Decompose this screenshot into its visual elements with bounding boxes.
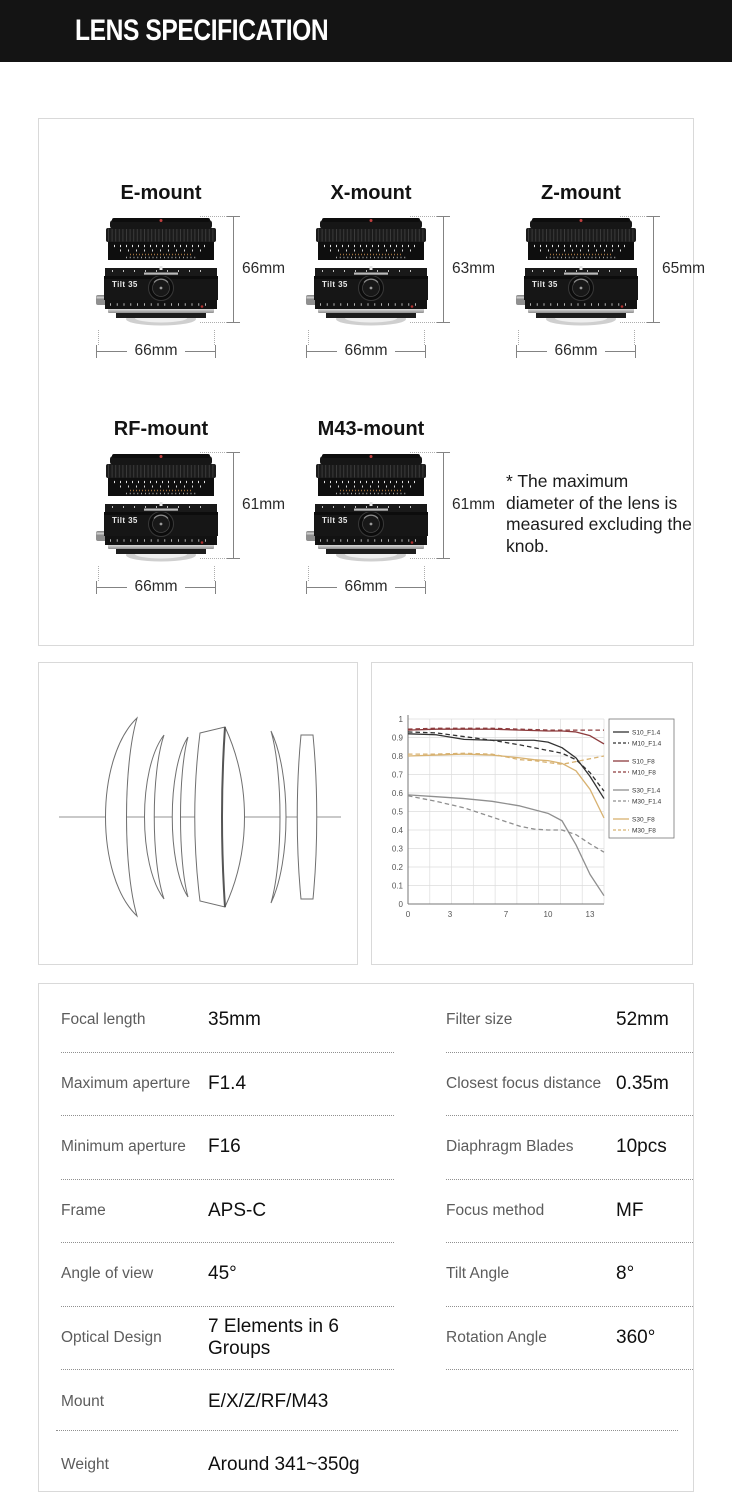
spec-row-diaphragm-blades [446,1116,693,1180]
height-dimension-line [443,452,444,558]
svg-text:0.8: 0.8 [391,751,403,761]
lens-tilt-marking: Tilt 35 [532,280,558,289]
spec-label: Tilt Angle [446,1265,510,1283]
svg-text:0: 0 [398,899,403,909]
lens-tilt-marking: Tilt 35 [322,280,348,289]
width-dimension-label: 66mm [134,578,178,595]
spec-row-focal-length [61,989,394,1053]
spec-value: 45° [208,1263,237,1285]
spec-label: Mount [61,1392,105,1410]
svg-text:M10_F8: M10_F8 [632,769,656,777]
height-dimension-label: 61mm [452,496,496,513]
svg-text:0.3: 0.3 [391,844,403,854]
width-dimension-label: 66mm [344,342,388,359]
height-dimension-line [443,216,444,322]
svg-text:7: 7 [503,910,509,919]
dim-cap [647,322,660,323]
svg-text:M30_F1.4: M30_F1.4 [632,798,662,806]
mount-title: Z-mount [541,182,621,204]
width-dimension-line [516,342,636,360]
dim-cap [437,452,450,453]
svg-text:S30_F1.4: S30_F1.4 [632,787,661,795]
mounts-section [38,118,706,646]
dim-cap [437,322,450,323]
specs-section [38,983,694,1492]
optical-diagram [39,663,357,964]
width-dimension-line [306,342,426,360]
page-header [0,0,732,62]
svg-text:M30_F8: M30_F8 [632,827,656,835]
svg-text:M10_F1.4: M10_F1.4 [632,740,662,748]
spec-row-maximum-aperture [61,1053,394,1117]
svg-text:0: 0 [405,910,411,919]
spec-label: Angle of view [61,1265,154,1283]
width-dimension-label: 66mm [554,342,598,359]
spec-value: F16 [208,1136,241,1158]
svg-text:0.4: 0.4 [391,825,403,835]
dim-cap [437,558,450,559]
svg-text:13: 13 [585,910,595,919]
dim-cap [227,216,240,217]
spec-label: Frame [61,1201,106,1219]
height-dimension-line [233,216,234,322]
svg-text:1: 1 [398,714,403,724]
dim-cap [647,216,660,217]
spec-row-frame [61,1180,394,1244]
mtf-chart-section [371,662,693,965]
spec-label: Focus method [446,1201,545,1219]
svg-text:0.7: 0.7 [391,770,403,780]
spec-row-tilt-angle [446,1243,693,1307]
spec-row-weight [61,1434,394,1498]
svg-text:10: 10 [543,910,553,919]
height-dimension-label: 61mm [242,496,286,513]
svg-text:S10_F8: S10_F8 [632,758,655,766]
spec-label: Optical Design [61,1328,162,1346]
dim-cap [227,558,240,559]
spec-label: Rotation Angle [446,1328,547,1346]
lens-tilt-marking: Tilt 35 [322,516,348,525]
svg-text:S10_F1.4: S10_F1.4 [632,729,661,737]
dim-cap [227,322,240,323]
svg-text:3: 3 [447,910,453,919]
svg-text:0.5: 0.5 [391,807,403,817]
lens-illustration [306,452,436,564]
spec-row-mount [61,1370,394,1434]
lens-illustration [96,452,226,564]
spec-value: 7 Elements in 6 Groups [208,1315,339,1359]
spec-label: Filter size [446,1011,513,1029]
spec-label: Maximum aperture [61,1074,191,1092]
spec-value: F1.4 [208,1072,247,1094]
specs-column-right [446,989,693,1370]
diameter-footnote: * The maximum diameter of the lens is measured excluding the knob. [506,471,692,556]
svg-text:0.6: 0.6 [391,788,403,798]
height-dimension-line [233,452,234,558]
spec-value: 0.35m [616,1072,669,1094]
optical-diagram-section [38,662,358,965]
height-dimension-label: 63mm [452,260,496,277]
lens-tilt-marking: Tilt 35 [112,280,138,289]
page-title: LENS SPECIFICATION [75,14,329,47]
mount-title: X-mount [330,182,412,204]
mount-title: M43-mount [317,418,425,440]
lens-illustration [516,216,646,328]
width-dimension-line [96,578,216,596]
spec-row-closest-focus-distance [446,1053,693,1117]
height-dimension-line [653,216,654,322]
spec-value: 8° [616,1263,635,1285]
height-dimension-label: 65mm [662,260,706,277]
spec-row-focus-method [446,1180,693,1244]
spec-value: 360° [616,1326,656,1348]
spec-value: 35mm [208,1009,261,1031]
mount-title: RF-mount [113,418,209,440]
width-dimension-label: 66mm [134,342,178,359]
svg-text:0.2: 0.2 [391,862,403,872]
svg-text:S30_F8: S30_F8 [632,816,655,824]
width-dimension-line [96,342,216,360]
specs-column-left [61,989,394,1497]
dim-cap [437,216,450,217]
mount-title: E-mount [120,182,202,204]
spec-label: Minimum aperture [61,1138,186,1156]
mount-figure-m43-mount [306,418,556,648]
mount-figure-z-mount [516,182,732,412]
spec-value: Around 341~350g [208,1454,360,1476]
width-dimension-label: 66mm [344,578,388,595]
spec-label: Weight [61,1456,109,1474]
lens-illustration [96,216,226,328]
svg-text:0.9: 0.9 [391,733,403,743]
spec-row-minimum-aperture [61,1116,394,1180]
width-dimension-line [306,578,426,596]
spec-row-optical-design [61,1307,394,1371]
svg-text:0.1: 0.1 [391,881,403,891]
dim-cap [227,452,240,453]
height-dimension-label: 66mm [242,260,286,277]
spec-label: Diaphragm Blades [446,1138,574,1156]
mtf-chart [372,663,692,964]
spec-label: Closest focus distance [446,1074,602,1092]
spec-row-filter-size [446,989,693,1053]
spec-value: 10pcs [616,1136,667,1158]
spec-value: MF [616,1199,644,1221]
spec-value: E/X/Z/RF/M43 [208,1390,329,1412]
lens-illustration [306,216,436,328]
spec-row-rotation-angle [446,1307,693,1371]
full-width-separator [56,1430,678,1431]
spec-value: APS-C [208,1199,267,1221]
spec-value: 52mm [616,1009,669,1031]
lens-tilt-marking: Tilt 35 [112,516,138,525]
spec-row-angle-of-view [61,1243,394,1307]
spec-label: Focal length [61,1011,146,1029]
